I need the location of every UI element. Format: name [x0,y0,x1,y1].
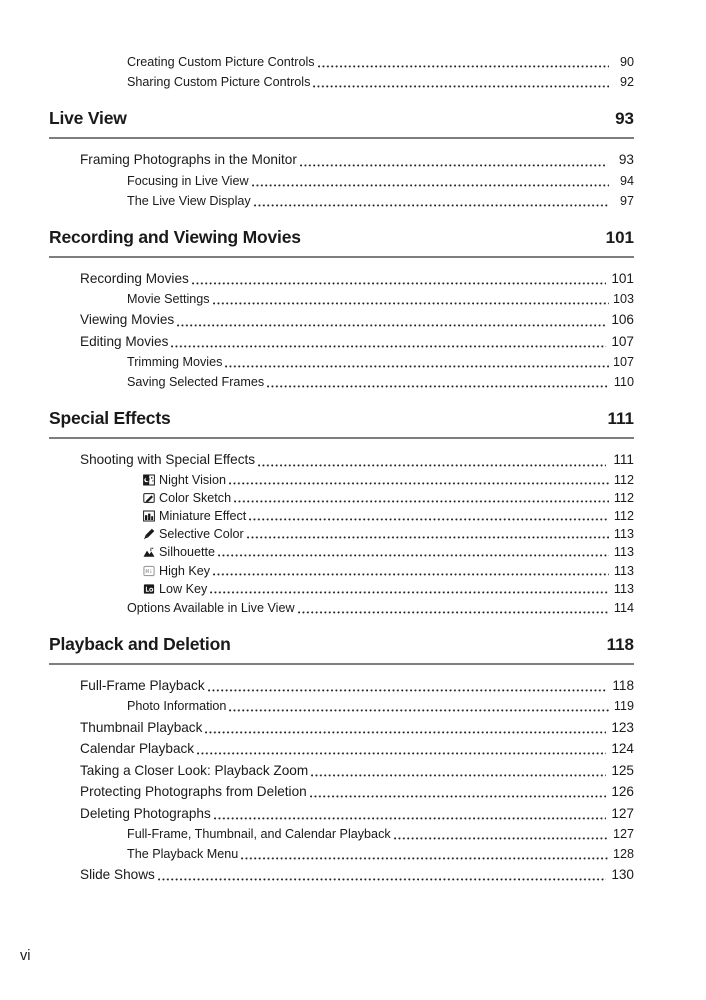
toc-entry-label: Trimming Movies [127,355,223,369]
toc-entry [49,72,634,92]
selective-color-icon [143,528,155,540]
toc-entry-label: Photo Information [127,699,227,714]
dotted-leader [252,184,609,187]
toc-entry-page: 127 [611,805,634,821]
toc-entry-page: 101 [611,270,634,286]
toc-entry-page: 93 [618,152,634,168]
toc-entry-page: 113 [613,581,634,596]
toc-entry-page: 90 [619,55,634,69]
toc-section-page: 101 [605,227,634,247]
dotted-leader [229,709,609,712]
dotted-leader [254,204,609,207]
miniature-effect-icon [143,510,155,522]
dotted-leader [298,611,609,614]
toc-entry-label: Shooting with Special Effects [80,452,256,468]
dotted-leader [313,85,609,88]
toc-entry [49,864,634,886]
toc-entry-label: Night Vision [159,472,226,487]
toc-entry-label: Miniature Effect [159,508,247,523]
toc-entry [49,268,634,290]
section-divider-rule [49,256,634,258]
toc-entry-page: 107 [612,355,634,369]
toc-entry [49,543,634,561]
toc-entry-label: Slide Shows [80,867,155,883]
dotted-leader [311,774,606,777]
toc-entry-page: 119 [613,699,634,714]
section-divider-rule [49,663,634,665]
toc-entry-label: Viewing Movies [80,312,175,328]
toc-entry-page: 128 [612,846,634,861]
dotted-leader [318,65,609,68]
toc-entry-page: 125 [611,762,634,778]
silhouette-icon [143,546,155,558]
toc-entry-page: 123 [611,719,634,735]
toc-entry [49,525,634,543]
toc-entry-page: 127 [612,826,634,841]
toc-entry [49,675,634,697]
color-sketch-icon [143,492,155,504]
toc-section-entries [49,675,634,886]
toc-entry-label: Deleting Photographs [80,805,211,821]
toc-entry-page: 124 [611,741,634,757]
toc-entry-page: 118 [612,678,634,694]
toc-entry [49,696,634,716]
toc-entry-page: 106 [611,312,634,328]
toc-entry-label: Editing Movies [80,333,169,349]
toc-entry [49,372,634,392]
toc-entry-page: 126 [611,784,634,800]
toc-entry-label: Saving Selected Frames [127,375,265,389]
toc-entry-page: 111 [613,452,634,468]
toc-entry [49,191,634,211]
toc-entry-label: Calendar Playback [80,741,195,757]
toc-section-entries [49,268,634,393]
dotted-leader [213,573,609,576]
toc-section-header [49,106,634,131]
toc-entry-label: The Playback Menu [127,846,239,861]
toc-entry [49,489,634,507]
toc-section-entries [49,149,634,211]
toc-entry-page: 113 [613,527,634,542]
toc-entry-page: 103 [612,292,634,306]
dotted-leader [247,536,609,539]
toc-entry [49,802,634,824]
dotted-leader [208,689,606,692]
toc-entry-page: 94 [619,173,634,188]
section-divider-rule [49,437,634,439]
dotted-leader [310,795,606,798]
toc-section [49,211,634,393]
toc-entry [49,352,634,372]
toc-entry [49,309,634,331]
toc-entry-page: 113 [613,545,634,560]
toc-entry [49,580,634,598]
dotted-leader [267,385,609,388]
toc-entry [49,781,634,803]
toc-entry [49,759,634,781]
toc-entry-page: 112 [613,490,634,505]
high-key-icon [143,565,155,577]
dotted-leader [394,837,609,840]
toc-entry-page: 110 [613,375,634,389]
toc-section-header [49,406,634,431]
toc-entry [49,331,634,353]
toc-entry-label: High Key [159,563,211,578]
toc-section [49,618,634,886]
toc-entry-page: 97 [619,193,634,208]
dotted-leader [300,164,606,167]
toc-section-title: Special Effects [49,408,171,428]
toc-entry-page: 107 [611,333,634,349]
dotted-leader [171,345,606,348]
toc-entry [49,289,634,309]
toc-entry-page: 92 [619,75,634,89]
toc-entry-label: Framing Photographs in the Monitor [80,152,297,168]
toc-entry-label: Options Available in Live View [127,600,295,615]
dotted-leader [218,554,609,557]
toc-leading-entries [49,52,634,92]
toc-entry-page: 130 [611,867,634,883]
toc-section-title: Live View [49,108,127,128]
toc-entry [49,561,634,579]
dotted-leader [210,591,609,594]
toc-sections [49,92,634,885]
dotted-leader [234,500,609,503]
low-key-icon [143,583,155,595]
toc-entry-label: Recording Movies [80,270,189,286]
toc-entry [49,471,634,489]
toc-entry [49,598,634,618]
toc-entry-label: Protecting Photographs from Deletion [80,784,307,800]
toc-entry [49,716,634,738]
toc-entry-label: Low Key [159,581,208,596]
toc-entry-page: 112 [613,472,634,487]
toc-entry [49,507,634,525]
toc-section [49,92,634,211]
toc-entry-label: Taking a Closer Look: Playback Zoom [80,762,309,778]
dotted-leader [192,282,606,285]
toc-entry [49,449,634,471]
toc-entry-label: Full-Frame, Thumbnail, and Calendar Playback [127,826,391,841]
toc-section-page: 118 [606,634,634,654]
dotted-leader [177,324,606,327]
toc-entry-label: Creating Custom Picture Controls [127,55,315,69]
toc-entry-page: 112 [613,508,634,523]
dotted-leader [229,482,609,485]
dotted-leader [213,302,609,305]
toc-content [49,52,634,885]
toc-entry-label: Selective Color [159,527,244,542]
toc-entry-label: Sharing Custom Picture Controls [127,75,311,89]
toc-entry [49,52,634,72]
dotted-leader [214,817,606,820]
toc-section-title: Recording and Viewing Movies [49,226,301,247]
toc-entry-label: Focusing in Live View [127,173,249,188]
toc-entry [49,824,634,844]
dotted-leader [225,365,609,368]
page-number-footer: vi [20,948,31,964]
toc-entry [49,738,634,760]
toc-section [49,392,634,618]
toc-entry-label: Full-Frame Playback [80,678,205,694]
toc-section-header [49,225,634,250]
toc-section-entries [49,449,634,618]
toc-section-page: 93 [615,109,634,128]
section-divider-rule [49,137,634,139]
dotted-leader [158,878,606,881]
toc-entry-label: The Live View Display [127,193,251,208]
dotted-leader [258,464,606,467]
night-vision-icon [143,474,155,486]
dotted-leader [197,752,606,755]
toc-entry [49,149,634,171]
dotted-leader [241,857,609,860]
toc-entry [49,171,634,191]
toc-entry-label: Silhouette [159,545,216,560]
dotted-leader [249,518,609,521]
toc-entry-label: Thumbnail Playback [80,719,203,735]
toc-entry-label: Movie Settings [127,292,210,306]
toc-entry-label: Color Sketch [159,490,232,505]
toc-section-page: 111 [607,409,634,428]
dotted-leader [205,731,606,734]
toc-entry [49,844,634,864]
toc-entry-page: 113 [613,563,634,578]
toc-entry-page: 114 [613,600,634,615]
toc-section-header [49,632,634,657]
toc-section-title: Playback and Deletion [49,633,231,654]
